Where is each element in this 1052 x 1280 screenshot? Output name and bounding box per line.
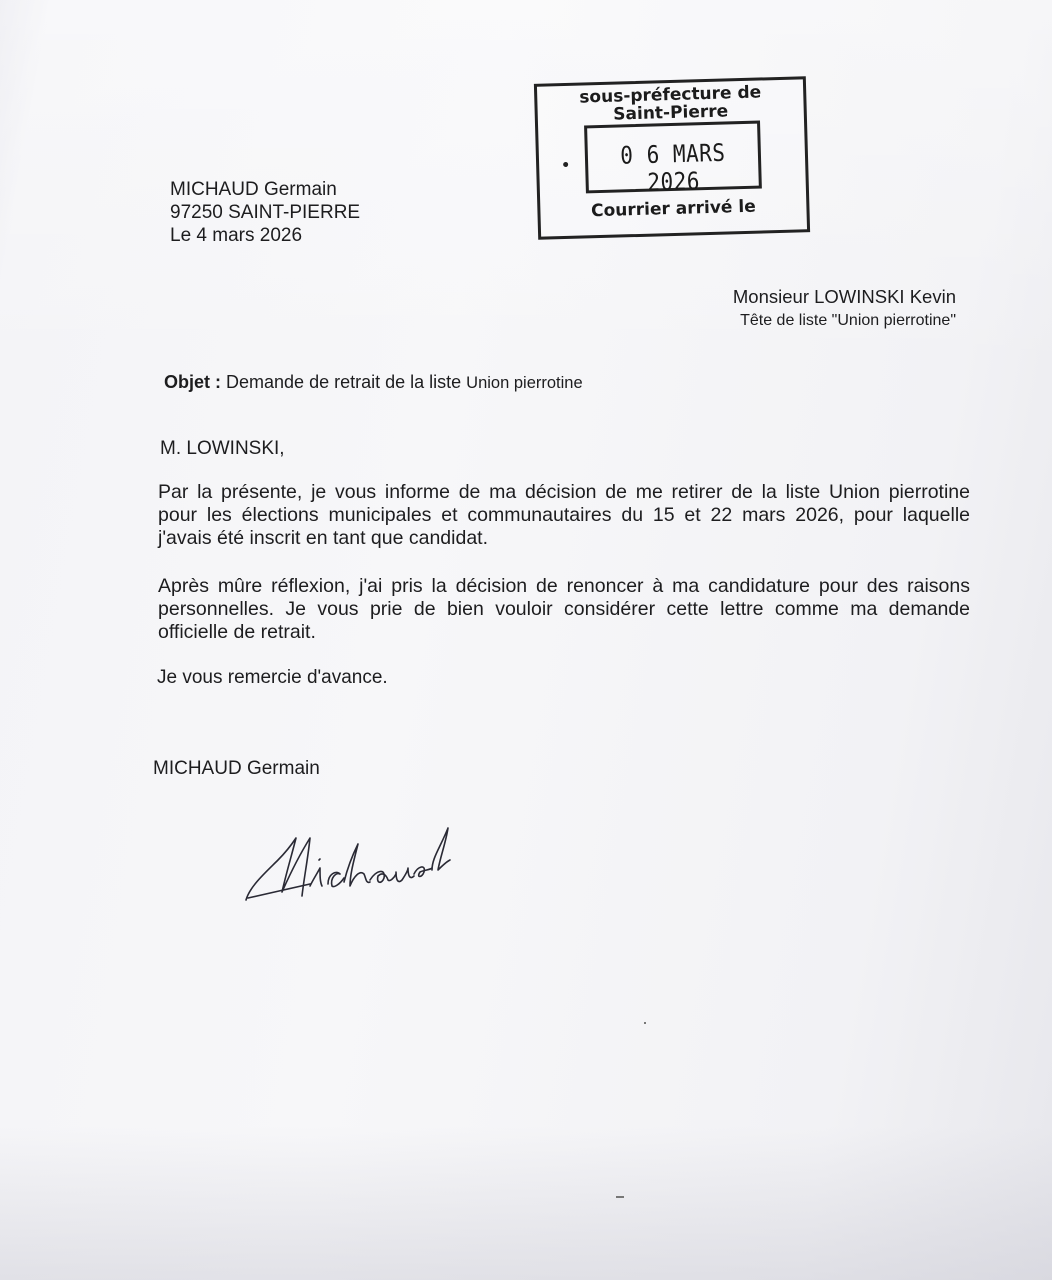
subject-text: Demande de retrait de la liste: [226, 372, 462, 392]
handwritten-signature: [236, 808, 476, 918]
sender-address: 97250 SAINT-PIERRE: [170, 202, 361, 223]
sender-name: MICHAUD Germain: [170, 179, 337, 200]
body-paragraph-1: [158, 481, 970, 550]
letter-date: Le 4 mars 2026: [170, 225, 303, 246]
stamp-date: 0 6 MARS 2026: [619, 138, 726, 197]
subject-list-name: Union pierrotine: [466, 374, 583, 392]
paragraph-line: personnelles. Je vous prie de bien vouloir considérer cette lettre comme ma demande: [158, 598, 970, 620]
recipient-title: Tête de liste "Union pierrotine": [740, 312, 956, 329]
subject-line: [164, 371, 583, 395]
subject-label: Objet :: [164, 372, 221, 392]
paragraph-line: Après mûre réflexion, j'ai pris la décision de renoncer à ma candidature pour des raisons: [158, 575, 970, 597]
paper-speck: [616, 1196, 624, 1198]
recipient-name: Monsieur LOWINSKI Kevin: [732, 286, 956, 307]
stamp-dot: [563, 162, 568, 167]
sender-block: [170, 178, 360, 247]
paragraph-line: pour les élections municipales et communautaires du 15 et 22 mars 2026, pour laquelle: [158, 504, 970, 526]
paragraph-line: Par la présente, je vous informe de ma décision de me retirer de la liste Union pierrotine: [158, 481, 970, 503]
stamp-office-line1: sous-préfecture de: [579, 82, 762, 108]
stamp-arrived-label: Courrier arrivé le: [590, 196, 756, 222]
paper-speck: [644, 1022, 646, 1024]
paragraph-line: j'avais été inscrit en tant que candidat.: [158, 527, 489, 549]
stamp-date-box: [584, 121, 762, 197]
stamp-office-line2: Saint-Pierre: [613, 101, 729, 125]
signer-name: MICHAUD Germain: [153, 758, 320, 779]
stamp-office: [537, 82, 804, 125]
paragraph-line: officielle de retrait.: [158, 621, 316, 643]
salutation: M. LOWINSKI,: [160, 438, 285, 459]
closing-line: Je vous remercie d'avance.: [157, 667, 388, 688]
reception-stamp: [534, 76, 810, 240]
body-paragraph-2: [158, 575, 970, 644]
